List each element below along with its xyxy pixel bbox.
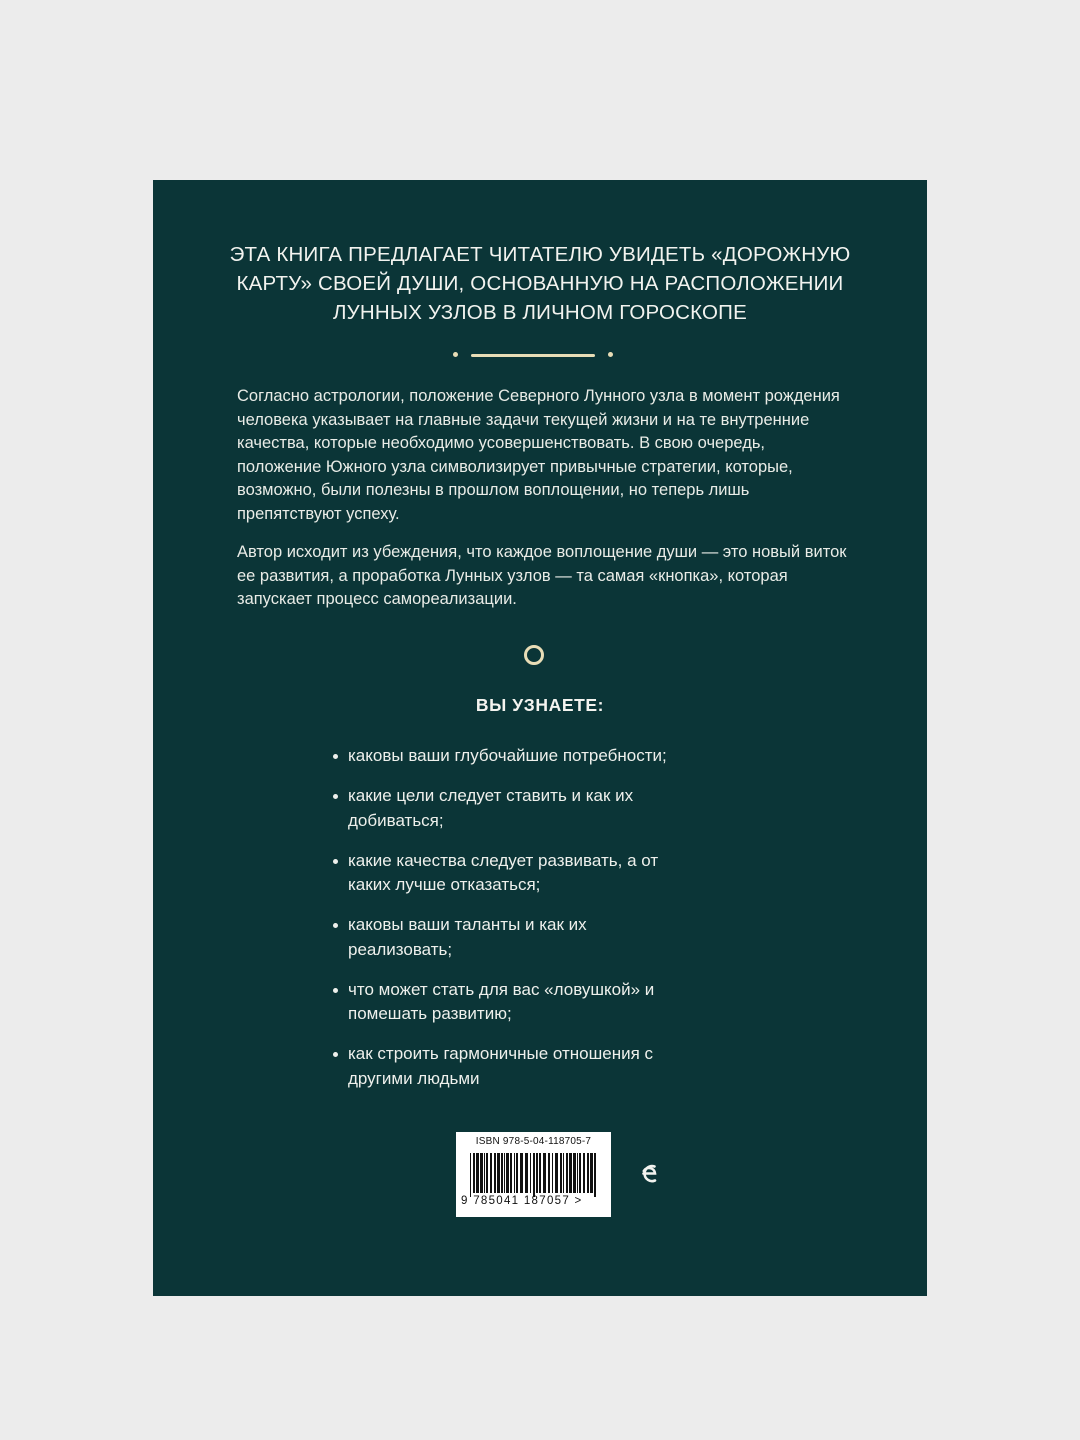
book-back-cover	[153, 180, 927, 1296]
cover-headline: ЭТА КНИГА ПРЕДЛАГАЕТ ЧИТАТЕЛЮ УВИДЕТЬ «ДОРОЖНУЮ КАРТУ» СВОЕЙ ДУШИ, ОСНОВАННУЮ НА РАСПОЛОЖЕНИИ ЛУННЫХ УЗЛОВ В ЛИЧНОМ ГОРОСКОПЕ	[229, 243, 851, 324]
list-item: какие качества следует развивать, а от каких лучше отказаться;	[333, 849, 668, 898]
bullet-icon	[333, 754, 338, 759]
barcode-bar	[587, 1153, 589, 1193]
barcode-bar	[506, 1153, 509, 1193]
barcode-bar	[577, 1153, 578, 1193]
barcode-bar	[516, 1153, 518, 1193]
bullet-icon	[333, 923, 338, 928]
barcode-bar	[594, 1153, 596, 1197]
barcode-bars	[470, 1153, 598, 1197]
description-paragraph-1: Согласно астрологии, положение Северного Лунного узла в момент рождения человека указывает на главные задачи текущей жизни и на те внутренние качества, которые необходимо усовершенствовать. В свою очередь, положение Южного узла символизирует привычные стратегии, которые, возможно, были полезны в прошлом воплощении, но теперь лишь препятствуют успеху.	[237, 387, 840, 523]
barcode-bar	[484, 1153, 485, 1193]
barcode-bar	[480, 1153, 483, 1193]
barcode-bar	[504, 1153, 505, 1193]
barcode-bar	[514, 1153, 515, 1193]
divider-line	[471, 354, 595, 357]
bullet-icon	[333, 794, 338, 799]
divider-dot-right	[608, 352, 613, 357]
isbn-digits: 9 785041 187057 >	[461, 1195, 583, 1207]
barcode-bar	[560, 1153, 562, 1193]
you-will-learn-heading: ВЫ УЗНАЕТЕ:	[475, 695, 605, 715]
bullet-icon	[333, 859, 338, 864]
barcode-bar	[510, 1153, 512, 1193]
barcode-bar	[563, 1153, 564, 1193]
barcode-bar	[573, 1153, 576, 1193]
barcode-bar	[569, 1153, 572, 1193]
barcode-bar	[539, 1153, 541, 1193]
eksmo-e-logo-icon	[639, 1160, 659, 1188]
barcode-bar	[494, 1153, 496, 1193]
list-item: какие цели следует ставить и как их добиваться;	[333, 784, 648, 833]
barcode-bar	[590, 1153, 593, 1193]
barcode-bar	[548, 1153, 550, 1193]
description-paragraph-2: Автор исходит из убеждения, что каждое воплощение души — это новый виток ее развития, а проработка Лунных узлов — та самая «кнопка», которая запускает процесс самореализации.	[237, 543, 847, 608]
barcode-bar	[476, 1153, 479, 1193]
barcode-bar	[530, 1153, 531, 1193]
barcode-bar	[490, 1153, 492, 1193]
barcode-bar	[566, 1153, 568, 1193]
isbn-barcode	[456, 1132, 611, 1217]
ring-ornament-icon	[524, 645, 544, 665]
barcode-bar	[583, 1153, 585, 1193]
bullet-icon	[333, 988, 338, 993]
barcode-bar	[497, 1153, 500, 1193]
barcode-bar	[525, 1153, 528, 1193]
barcode-bar	[579, 1153, 581, 1193]
isbn-label: ISBN 978-5-04-118705-7	[475, 1136, 592, 1147]
barcode-bar	[533, 1153, 535, 1197]
barcode-bar	[520, 1153, 523, 1193]
divider-dot-left	[453, 352, 458, 357]
barcode-bar	[552, 1153, 553, 1193]
learn-list	[333, 744, 773, 1107]
list-item: каковы ваши таланты и как их реализовать;	[333, 913, 628, 962]
barcode-bar	[473, 1153, 475, 1193]
barcode-bar	[486, 1153, 488, 1193]
barcode-bar	[501, 1153, 503, 1193]
list-item: что может стать для вас «ловушкой» и помешать развитию;	[333, 978, 678, 1027]
list-item: как строить гармоничные отношения с другими людьми	[333, 1042, 688, 1091]
barcode-bar	[555, 1153, 558, 1193]
barcode-bar	[543, 1153, 546, 1193]
ornament-divider	[453, 351, 613, 359]
list-item: каковы ваши глубочайшие потребности;	[333, 744, 773, 769]
barcode-bar	[470, 1153, 471, 1197]
bullet-icon	[333, 1052, 338, 1057]
barcode-bar	[536, 1153, 538, 1193]
